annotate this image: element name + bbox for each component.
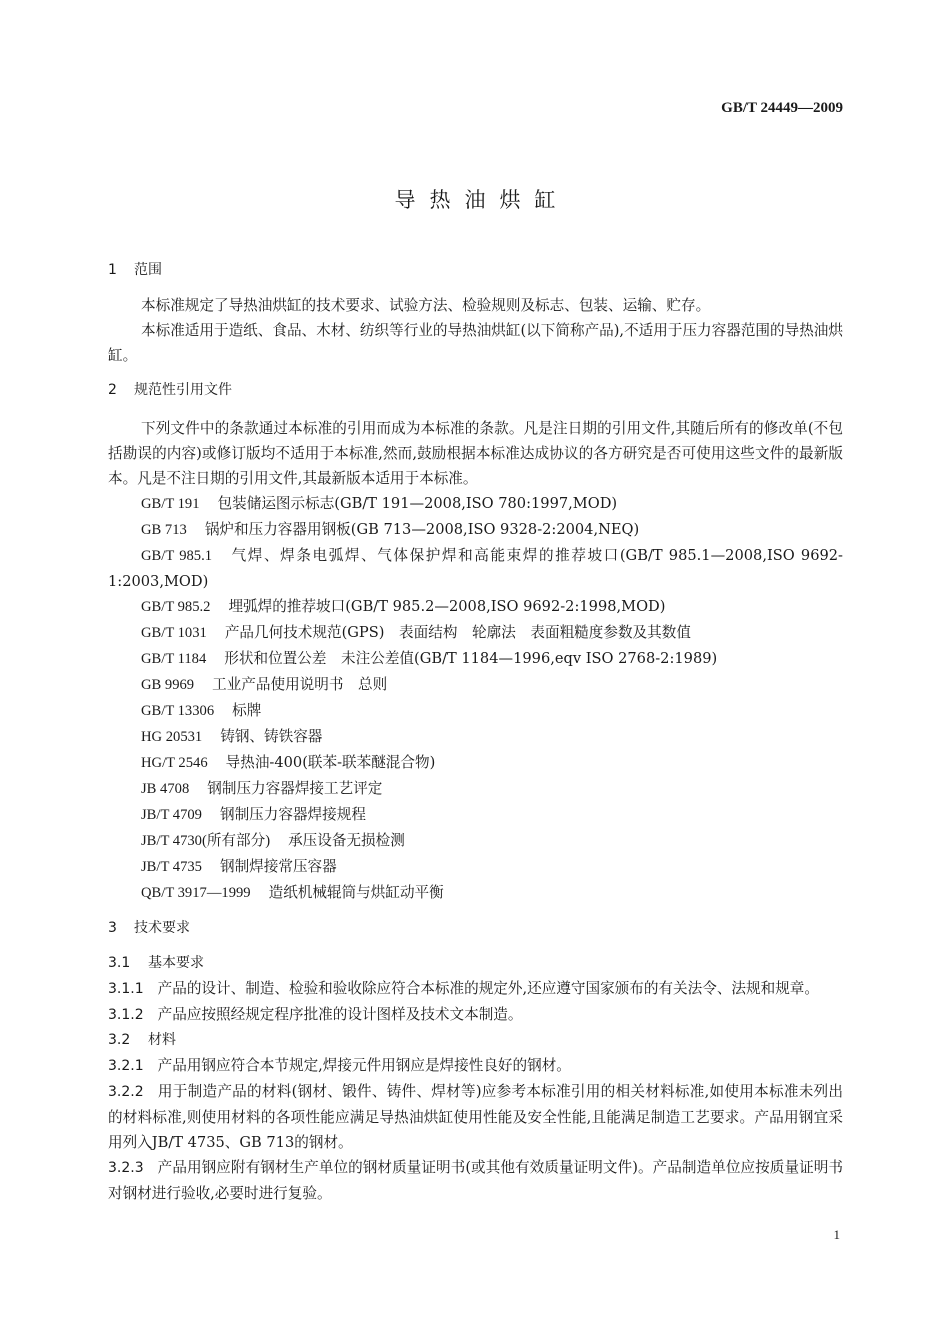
reference-code: GB/T 985.2 — [141, 599, 211, 615]
reference-item — [108, 776, 843, 802]
clause-text: 产品用钢应附有钢材生产单位的钢材质量证明书(或其他有效质量证明文件)。产品制造单位应按质量证明书对钢材进行验收,必要时进行复验。 — [108, 1159, 843, 1202]
clause-text: 产品应按照经规定程序批准的设计图样及技术文本制造。 — [157, 1006, 523, 1023]
reference-title: 埋弧焊的推荐坡口(GB/T 985.2—2008,ISO 9692-2:1998,MOD) — [228, 598, 666, 615]
subsection-number: 3.2 — [108, 1032, 131, 1048]
clause-number: 3.2.2 — [108, 1084, 144, 1100]
page-number: 1 — [833, 1227, 840, 1242]
reference-title: 气焊、焊条电弧焊、气体保护焊和高能束焊的推荐坡口(GB/T 985.1—2008,ISO 9692-1:2003,MOD) — [108, 547, 843, 590]
reference-code: GB/T 13306 — [141, 703, 215, 719]
reference-item — [108, 594, 843, 620]
reference-item — [108, 854, 843, 880]
reference-title: 工业产品使用说明书 总则 — [212, 676, 388, 693]
reference-title: 造纸机械辊筒与烘缸动平衡 — [268, 884, 444, 901]
reference-code: GB/T 191 — [141, 496, 200, 512]
reference-code: GB/T 1184 — [141, 651, 207, 667]
reference-item — [108, 828, 843, 854]
reference-item — [108, 620, 843, 646]
subsection-3-1-heading — [108, 951, 843, 976]
subsection-3-2-heading — [108, 1028, 843, 1053]
subsection-title: 材料 — [148, 1032, 176, 1048]
clause-text: 用于制造产品的材料(钢材、锻件、铸件、焊材等)应参考本标准引用的相关材料标准,如使用本标准未列出的材料标准,则使用材料的各项性能应满足导热油烘缸使用性能及安全性能,且能满足制造工艺要求。产品用钢宜采用列入JB/T 4735、GB 713的钢材。 — [108, 1083, 843, 1151]
reference-title: 承压设备无损检测 — [288, 832, 405, 849]
reference-code: JB/T 4735 — [141, 859, 202, 875]
clause-3-2-3 — [108, 1155, 843, 1206]
section-1-heading — [108, 258, 843, 283]
clause-text: 产品用钢应符合本节规定,焊接元件用钢应是焊接性良好的钢材。 — [157, 1057, 571, 1074]
reference-code: JB 4708 — [141, 781, 190, 797]
reference-item — [108, 750, 843, 776]
section-title: 范围 — [134, 262, 162, 278]
document-body — [108, 258, 843, 1206]
clause-number: 3.1.2 — [108, 1007, 144, 1023]
reference-title: 包装储运图示标志(GB/T 191—2008,ISO 780:1997,MOD) — [217, 495, 618, 512]
reference-title: 锅炉和压力容器用钢板(GB 713—2008,ISO 9328-2:2004,NEQ) — [204, 521, 640, 538]
clause-3-1-2 — [108, 1002, 843, 1028]
clause-3-1-1 — [108, 976, 843, 1002]
subsection-title: 基本要求 — [148, 955, 204, 971]
reference-item — [108, 646, 843, 672]
clause-number: 3.2.1 — [108, 1058, 144, 1074]
reference-title: 形状和位置公差 未注公差值(GB/T 1184—1996,eqv ISO 2768-2:1989) — [224, 650, 718, 667]
section-2-heading — [108, 378, 843, 403]
clause-3-2-2 — [108, 1079, 843, 1155]
reference-title: 钢制压力容器焊接规程 — [219, 806, 366, 823]
section-title: 规范性引用文件 — [134, 382, 232, 398]
subsection-number: 3.1 — [108, 955, 131, 971]
paragraph: 本标准适用于造纸、食品、木材、纺织等行业的导热油烘缸(以下简称产品),不适用于压力容器范围的导热油烘缸。 — [108, 322, 843, 364]
clause-number: 3.2.3 — [108, 1160, 144, 1176]
section-title: 技术要求 — [134, 920, 190, 936]
reference-code: GB/T 985.1 — [141, 548, 213, 564]
reference-title: 钢制焊接常压容器 — [219, 858, 337, 875]
reference-code: HG 20531 — [141, 729, 203, 745]
reference-title: 钢制压力容器焊接工艺评定 — [207, 780, 383, 797]
reference-code: JB/T 4730(所有部分) — [141, 833, 271, 849]
paragraph: 下列文件中的条款通过本标准的引用而成为本标准的条款。凡是注日期的引用文件,其随后所有的修改单(不包括勘误的内容)或修订版均不适用于本标准,然而,鼓励根据本标准达成协议的各方研究是否可使用这些文件的最新版本。凡是不注日期的引用文件,其最新版本适用于本标准。 — [108, 420, 843, 487]
reference-item — [108, 672, 843, 698]
reference-item — [108, 698, 843, 724]
section-number: 3 — [108, 920, 117, 936]
reference-code: JB/T 4709 — [141, 807, 202, 823]
reference-code: GB 713 — [141, 522, 187, 538]
reference-item — [108, 880, 843, 906]
reference-code: QB/T 3917—1999 — [141, 885, 251, 901]
clause-number: 3.1.1 — [108, 981, 144, 997]
reference-item — [108, 724, 843, 750]
reference-title: 导热油-400(联苯-联苯醚混合物) — [225, 754, 436, 771]
reference-item — [108, 517, 843, 543]
reference-title: 产品几何技术规范(GPS) 表面结构 轮廓法 表面粗糙度参数及其数值 — [224, 624, 691, 641]
section-3-heading — [108, 916, 843, 941]
section-number: 2 — [108, 382, 117, 398]
section-number: 1 — [108, 262, 117, 278]
reference-item — [108, 491, 843, 517]
clause-3-2-1 — [108, 1053, 843, 1079]
document-title: 导热油烘缸 — [394, 188, 570, 212]
reference-item — [108, 543, 843, 594]
reference-item — [108, 802, 843, 828]
reference-code: GB/T 1031 — [141, 625, 207, 641]
reference-title: 铸钢、铸铁容器 — [220, 728, 323, 745]
standard-number: GB/T 24449—2009 — [721, 100, 843, 116]
reference-title: 标牌 — [232, 702, 262, 719]
paragraph: 本标准规定了导热油烘缸的技术要求、试验方法、检验规则及标志、包装、运输、贮存。 — [141, 297, 711, 314]
reference-code: HG/T 2546 — [141, 755, 208, 771]
reference-list — [108, 491, 843, 906]
reference-code: GB 9969 — [141, 677, 195, 693]
clause-text: 产品的设计、制造、检验和验收除应符合本标准的规定外,还应遵守国家颁布的有关法令、法规和规章。 — [157, 980, 819, 997]
